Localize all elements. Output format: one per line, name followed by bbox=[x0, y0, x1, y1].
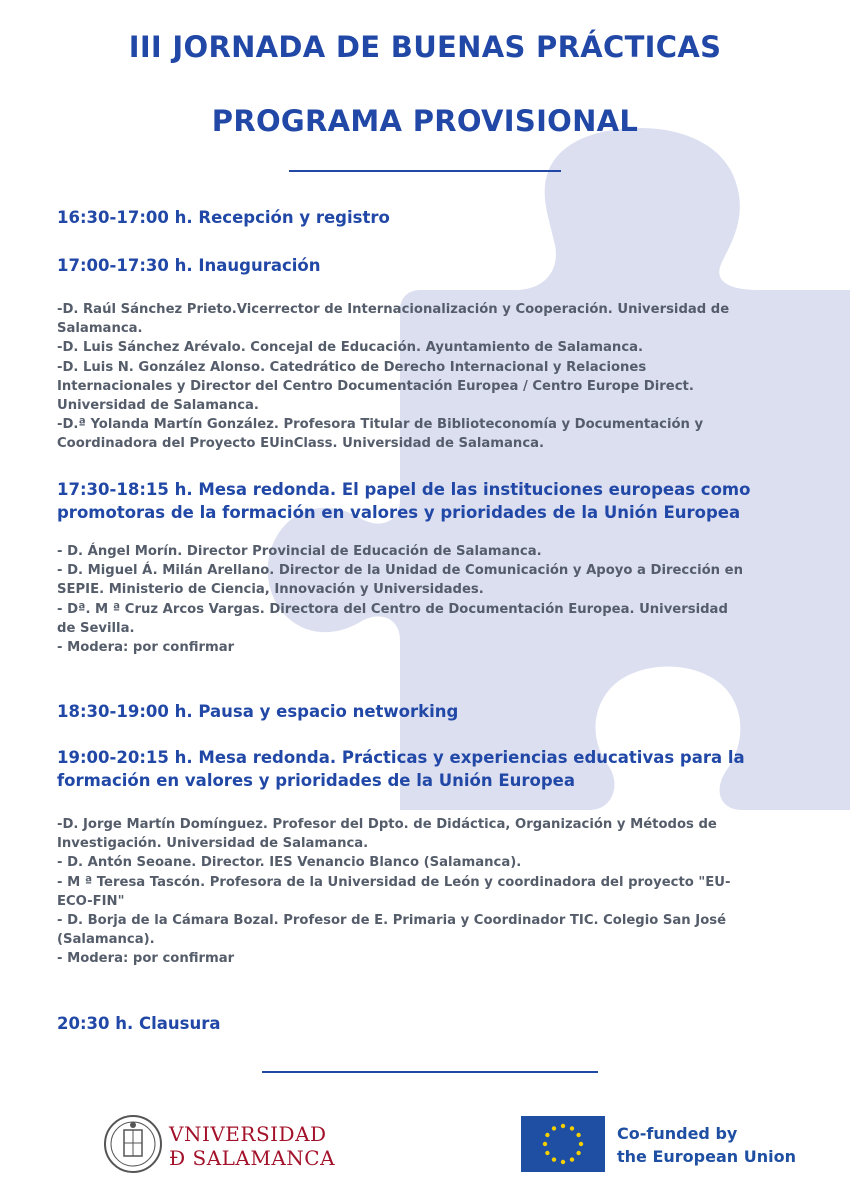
round-table-1-speakers bbox=[57, 542, 817, 657]
eu-flag-icon bbox=[521, 1116, 605, 1172]
eu-cofunded-logo bbox=[521, 1116, 821, 1176]
speaker-line: - D. Borja de la Cámara Bozal. Profesor de E. Primaria y Coordinador TIC. Colegio San José bbox=[57, 913, 727, 929]
speaker-line: - M ª Teresa Tascón. Profesora de la Universidad de León y coordinadora del proyecto "EU- bbox=[57, 874, 731, 890]
speaker-line: Universidad de Salamanca. bbox=[57, 398, 259, 414]
eu-star bbox=[543, 1142, 547, 1146]
eu-star bbox=[579, 1142, 583, 1146]
eu-star bbox=[570, 1157, 574, 1161]
speaker-line: - D. Miguel Á. Milán Arellano. Director de la Unidad de Comunicación y Apoyo a Dirección en bbox=[57, 563, 743, 579]
inauguration-speakers bbox=[57, 300, 817, 454]
session-reception-heading: 16:30-17:00 h. Recepción y registro bbox=[57, 208, 390, 227]
speaker-line: - D. Ángel Morín. Director Provincial de Educación de Salamanca. bbox=[57, 544, 542, 559]
heading-line: 17:30-18:15 h. Mesa redonda. El papel de las instituciones europeas como bbox=[57, 480, 751, 499]
footer-logos bbox=[0, 1110, 850, 1190]
university-seal-icon bbox=[103, 1114, 163, 1174]
speaker-line: SEPIE. Ministerio de Ciencia, Innovación y Universidades. bbox=[57, 582, 484, 598]
speaker-line: - Modera: por confirmar bbox=[57, 951, 235, 967]
eu-star bbox=[552, 1126, 556, 1130]
eu-star bbox=[561, 1160, 565, 1164]
session-round-table-1-heading bbox=[57, 478, 817, 524]
eu-star bbox=[545, 1133, 549, 1137]
speaker-line: Investigación. Universidad de Salamanca. bbox=[57, 836, 369, 852]
eu-star bbox=[561, 1124, 565, 1128]
top-divider bbox=[289, 170, 561, 172]
session-inauguration-heading: 17:00-17:30 h. Inauguración bbox=[57, 256, 321, 275]
speaker-line: - Dª. M ª Cruz Arcos Vargas. Directora del Centro de Documentación Europea. Universidad bbox=[57, 601, 728, 617]
speaker-line: ECO-FIN" bbox=[57, 893, 125, 909]
eu-star bbox=[545, 1151, 549, 1155]
speaker-line: -D. Luis Sánchez Arévalo. Concejal de Educación. Ayuntamiento de Salamanca. bbox=[57, 340, 644, 356]
speaker-line: Internacionales y Director del Centro Documentación Europea / Centro Europe Direct. bbox=[57, 378, 694, 394]
university-logo bbox=[103, 1110, 336, 1180]
speaker-line: -D. Raúl Sánchez Prieto.Vicerrector de Internacionalización y Cooperación. Universidad de bbox=[57, 302, 730, 317]
eu-star bbox=[576, 1151, 580, 1155]
session-break-heading: 18:30-19:00 h. Pausa y espacio networking bbox=[57, 702, 459, 721]
eu-cofunded-line1: Co-funded by bbox=[617, 1124, 738, 1143]
speaker-line: de Sevilla. bbox=[57, 620, 135, 636]
heading-line: formación en valores y prioridades de la Unión Europea bbox=[57, 771, 575, 790]
round-table-2-speakers bbox=[57, 815, 817, 969]
event-title: III JORNADA DE BUENAS PRÁCTICAS bbox=[128, 30, 722, 64]
speaker-line: Salamanca. bbox=[57, 321, 143, 337]
eu-star bbox=[570, 1126, 574, 1130]
session-closing-heading: 20:30 h. Clausura bbox=[57, 1014, 221, 1033]
speaker-line: Coordinadora del Proyecto EUinClass. Universidad de Salamanca. bbox=[57, 436, 545, 452]
university-name-line2: Ð SALAMANCA bbox=[169, 1146, 336, 1170]
university-name-line1: VNIVERSIDAD bbox=[169, 1122, 327, 1146]
eu-star bbox=[576, 1133, 580, 1137]
speaker-line: -D. Jorge Martín Domínguez. Profesor del Dpto. de Didáctica, Organización y Métodos de bbox=[57, 817, 717, 832]
bottom-divider bbox=[262, 1071, 598, 1073]
speaker-line: -D.ª Yolanda Martín González. Profesora Titular de Biblioteconomía y Documentación y bbox=[57, 417, 704, 433]
heading-line: 19:00-20:15 h. Mesa redonda. Prácticas y experiencias educativas para la bbox=[57, 748, 745, 767]
heading-line: promotoras de la formación en valores y prioridades de la Unión Europea bbox=[57, 503, 741, 522]
speaker-line: -D. Luis N. González Alonso. Catedrático de Derecho Internacional y Relaciones bbox=[57, 359, 647, 375]
session-round-table-2-heading bbox=[57, 746, 817, 792]
speaker-line: - Modera: por confirmar bbox=[57, 640, 235, 656]
speaker-line: (Salamanca). bbox=[57, 932, 155, 948]
speaker-line: - D. Antón Seoane. Director. IES Venancio Blanco (Salamanca). bbox=[57, 855, 522, 871]
program-subtitle: PROGRAMA PROVISIONAL bbox=[211, 104, 639, 138]
eu-star bbox=[552, 1157, 556, 1161]
eu-cofunded-line2: the European Union bbox=[617, 1147, 796, 1166]
